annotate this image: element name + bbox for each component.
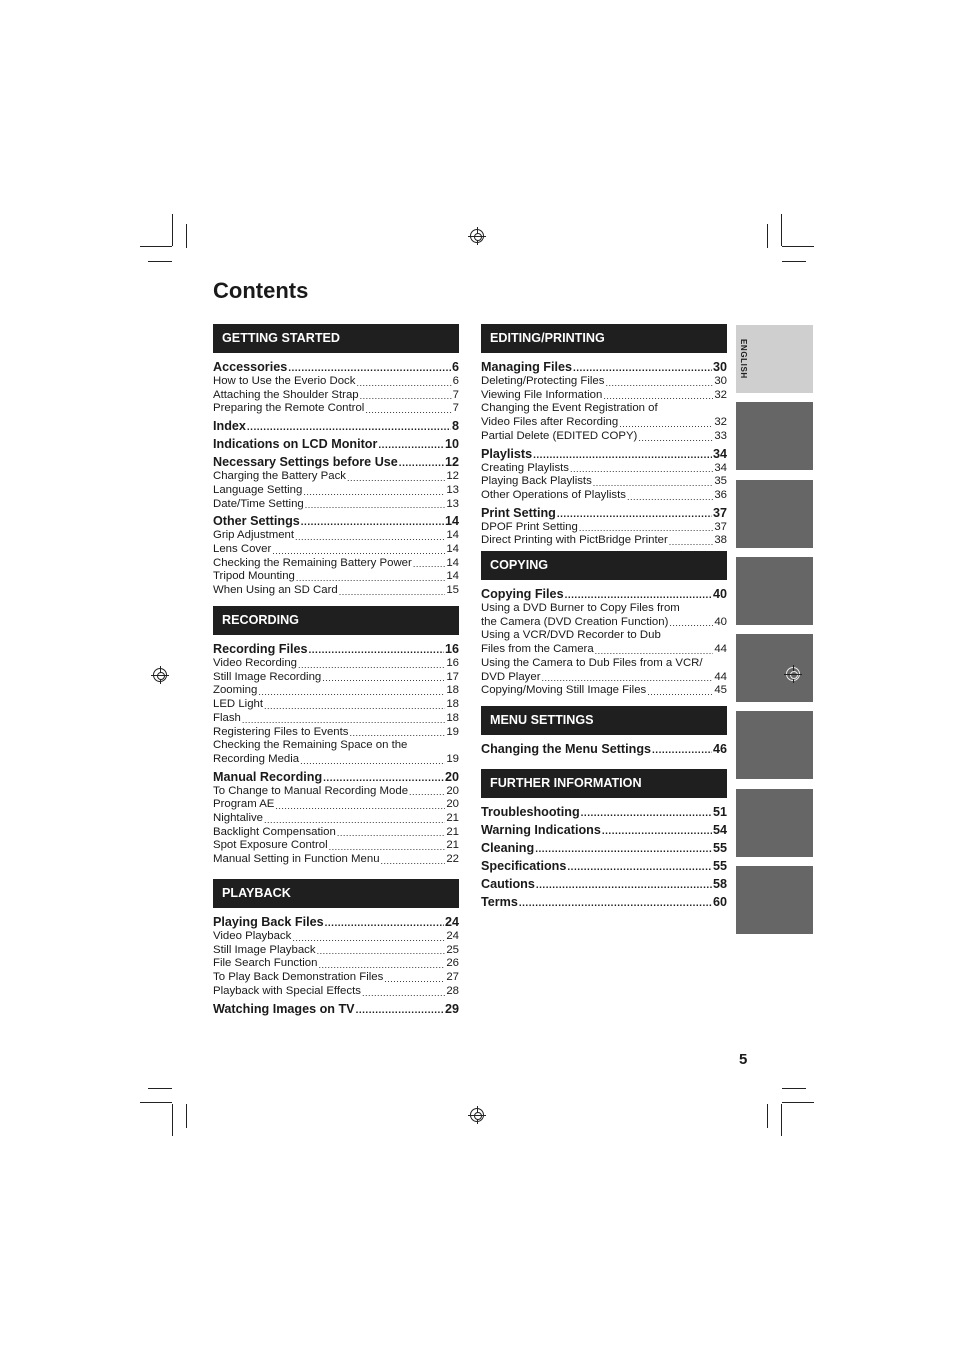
toc-entry-page: 14 (446, 570, 459, 583)
chapter-tab (736, 789, 813, 857)
toc-entry-title: Warning Indications (481, 823, 601, 837)
toc-column-left-bottom (213, 879, 459, 1017)
toc-entry-title: Video Playback (213, 930, 292, 942)
toc-entry-page: 20 (444, 769, 459, 784)
toc-entry-lead: Using a VCR/DVD Recorder to Dub (481, 629, 661, 642)
toc-entry-title: Changing the Menu Settings (481, 742, 652, 756)
toc-sub-entry[interactable] (213, 971, 459, 985)
chapter-tab (736, 634, 813, 702)
toc-main-entry[interactable] (213, 436, 459, 452)
chapter-tab (736, 866, 813, 934)
toc-entry-page: 44 (714, 670, 727, 683)
toc-main-entry[interactable] (481, 876, 727, 892)
toc-entry-title: Accessories (213, 360, 288, 374)
toc-sub-entry[interactable] (213, 826, 459, 840)
toc-entry-page: 34 (712, 446, 727, 461)
toc-entry-title: Registering Files to Events (213, 725, 349, 738)
toc-entry-title: When Using an SD Card (213, 584, 338, 597)
toc-main-entry[interactable] (213, 914, 459, 930)
toc-entry-title: Zooming (213, 684, 258, 697)
dot-leader (337, 828, 445, 839)
dot-leader (242, 715, 445, 726)
dot-leader (573, 363, 712, 375)
toc-entry-title: Viewing File Information (481, 388, 603, 401)
dot-leader (308, 645, 444, 657)
dot-leader (288, 363, 451, 375)
toc-entry-page: 13 (446, 483, 459, 496)
language-tab (736, 325, 813, 393)
toc-entry-page: 29 (444, 1001, 459, 1016)
toc-sub-entry[interactable] (213, 529, 459, 543)
toc-entry-page: 60 (712, 895, 727, 909)
entry-list (213, 359, 459, 598)
dot-leader (669, 618, 713, 629)
dot-leader (669, 537, 714, 548)
toc-sub-entry[interactable] (213, 726, 459, 740)
chapter-tab (736, 557, 813, 625)
toc-entry-page: 27 (446, 971, 459, 984)
toc-entry-page: 54 (712, 823, 727, 837)
toc-entry-page: 37 (714, 520, 727, 533)
toc-entry-title: DVD Player (481, 670, 541, 683)
dot-leader (292, 933, 445, 944)
registration-mark-icon (786, 667, 800, 681)
dot-leader (305, 500, 446, 511)
toc-entry-page: 36 (714, 488, 727, 501)
toc-main-entry[interactable] (481, 359, 727, 375)
toc-sub-entry[interactable] (481, 489, 727, 503)
toc-entry-title: DPOF Print Setting (481, 520, 578, 533)
dot-leader (301, 517, 444, 529)
toc-entry-title: Creating Playlists (481, 461, 569, 474)
toc-sub-entry[interactable] (213, 470, 459, 484)
toc-entry-page: 21 (446, 812, 459, 825)
toc-sub-entry[interactable] (213, 402, 459, 416)
toc-sub-entry[interactable] (213, 985, 459, 999)
toc-entry-page: 13 (446, 497, 459, 510)
section-heading: PLAYBACK (213, 879, 459, 908)
dot-leader (365, 405, 451, 416)
toc-column-right-further (481, 769, 727, 910)
toc-entry-title: Other Settings (213, 514, 300, 529)
toc-entry-page: 24 (444, 915, 459, 929)
toc-sub-entry[interactable] (213, 684, 459, 698)
dot-leader (595, 646, 714, 657)
toc-main-entry[interactable] (481, 586, 727, 602)
toc-column-left-mid (213, 606, 459, 867)
toc-sub-entry[interactable] (213, 785, 459, 799)
toc-entry-page: 24 (446, 930, 459, 942)
toc-entry-page: 20 (446, 798, 459, 811)
toc-entry-page: 58 (712, 877, 727, 891)
toc-sub-entry[interactable] (213, 584, 459, 598)
toc-sub-entry[interactable] (481, 616, 727, 630)
toc-main-entry[interactable] (213, 641, 459, 657)
dot-leader (536, 880, 712, 892)
toc-entry-title: Video Files after Recording (481, 416, 619, 429)
toc-sub-entry[interactable] (213, 839, 459, 853)
chapter-tab (736, 402, 813, 470)
toc-entry-title: Preparing the Remote Control (213, 402, 365, 415)
toc-entry-title: Still Image Recording (213, 670, 322, 683)
toc-entry-page: 21 (446, 825, 459, 838)
toc-main-entry[interactable] (213, 418, 459, 434)
dot-leader (647, 687, 713, 698)
dot-leader (570, 464, 713, 475)
toc-entry-page: 34 (714, 461, 727, 474)
toc-entry-page: 14 (446, 556, 459, 569)
dot-leader (295, 532, 445, 543)
toc-entry-title: Program AE (213, 798, 275, 811)
dot-leader (298, 660, 445, 671)
toc-entry-page: 14 (444, 514, 459, 529)
dot-leader (323, 773, 444, 785)
toc-entry-page: 6 (452, 375, 459, 387)
toc-entry-page: 45 (714, 684, 727, 697)
section-heading: RECORDING (213, 606, 459, 635)
dot-leader (603, 391, 713, 402)
dot-leader (356, 1005, 444, 1017)
toc-entry-title: Files from the Camera (481, 643, 594, 656)
section-recording (213, 606, 459, 867)
toc-entry-title: Backlight Compensation (213, 825, 336, 838)
toc-entry-page: 10 (444, 437, 459, 452)
toc-entry-page: 32 (714, 416, 727, 429)
dot-leader (652, 745, 712, 757)
dot-leader (329, 842, 446, 853)
toc-entry-title: To Change to Manual Recording Mode (213, 784, 409, 797)
toc-main-entry[interactable] (213, 513, 459, 529)
toc-entry-lead: Checking the Remaining Space on the (213, 739, 408, 752)
dot-leader (533, 450, 712, 462)
toc-entry-page: 44 (714, 643, 727, 656)
toc-sub-entry[interactable] (481, 462, 727, 476)
toc-entry-page: 21 (446, 839, 459, 852)
toc-main-entry[interactable] (481, 894, 727, 910)
toc-entry-page: 7 (452, 402, 459, 415)
toc-entry-title: the Camera (DVD Creation Function) (481, 615, 669, 628)
entry-list (213, 641, 459, 867)
chapter-tab (736, 711, 813, 779)
toc-entry-title: Recording Media (213, 752, 300, 765)
toc-entry-page: 8 (451, 419, 459, 434)
dot-leader (627, 492, 713, 503)
toc-entry-title: Deleting/Protecting Files (481, 375, 605, 387)
toc-entry-title: Manual Setting in Function Menu (213, 853, 380, 866)
toc-entry-page: 19 (446, 752, 459, 765)
toc-entry-page: 18 (446, 684, 459, 697)
dot-leader (399, 458, 444, 470)
toc-entry-page: 12 (446, 470, 459, 483)
toc-entry-page: 55 (712, 841, 727, 855)
dot-leader (378, 440, 444, 452)
toc-entry-title: Troubleshooting (481, 805, 580, 819)
toc-column-right-menu (481, 706, 727, 757)
toc-entry-page: 35 (714, 475, 727, 488)
toc-column-left (213, 324, 459, 598)
toc-entry-title: Terms (481, 895, 518, 909)
toc-sub-entry[interactable] (213, 798, 459, 812)
dot-leader (565, 590, 712, 602)
toc-entry-page: 37 (712, 505, 727, 520)
section-editing-printing (481, 324, 727, 548)
toc-sub-entry[interactable] (213, 498, 459, 512)
toc-main-entry[interactable] (213, 769, 459, 785)
toc-entry-page: 6 (451, 360, 459, 374)
toc-entry-title: How to Use the Everio Dock (213, 375, 356, 387)
toc-sub-entry[interactable] (481, 643, 727, 657)
section-heading: FURTHER INFORMATION (481, 769, 727, 798)
dot-leader (413, 559, 446, 570)
dot-leader (579, 523, 713, 534)
toc-sub-entry[interactable] (213, 930, 459, 944)
toc-main-entry[interactable] (481, 804, 727, 820)
toc-entry-page: 22 (446, 853, 459, 866)
toc-entry-title: To Play Back Demonstration Files (213, 971, 384, 984)
toc-sub-entry[interactable] (481, 430, 727, 444)
toc-sub-entry[interactable] (481, 375, 727, 389)
toc-main-entry[interactable] (213, 1001, 459, 1017)
toc-entry-title: Playlists (481, 446, 533, 461)
dot-leader (602, 826, 712, 838)
section-heading: MENU SETTINGS (481, 706, 727, 735)
toc-entry-title: Attaching the Shoulder Strap (213, 388, 359, 401)
toc-sub-entry[interactable] (481, 534, 727, 548)
dot-leader (519, 898, 712, 910)
toc-main-entry[interactable] (481, 446, 727, 462)
toc-main-entry[interactable] (481, 822, 727, 838)
registration-mark-icon (153, 668, 167, 682)
dot-leader (339, 587, 446, 598)
toc-entry-page: 25 (446, 943, 459, 956)
toc-sub-entry[interactable] (481, 475, 727, 489)
toc-entry-title: Date/Time Setting (213, 497, 304, 510)
section-getting-started (213, 324, 459, 598)
toc-sub-entry[interactable] (213, 712, 459, 726)
language-tab-label: ENGLISH (739, 339, 748, 379)
entry-list (481, 804, 727, 910)
toc-entry-page: 40 (714, 615, 727, 628)
toc-entry-title: Index (213, 419, 246, 434)
toc-sub-entry[interactable] (213, 570, 459, 584)
dot-leader (381, 856, 446, 867)
toc-main-entry[interactable] (481, 858, 727, 874)
toc-sub-entry[interactable] (213, 557, 459, 571)
entry-list (481, 359, 727, 548)
dot-leader (638, 433, 713, 444)
toc-sub-entry[interactable] (213, 671, 459, 685)
toc-entry-title: LED Light (213, 698, 264, 711)
section-heading: EDITING/PRINTING (481, 324, 727, 353)
dot-leader (247, 422, 451, 434)
toc-entry-page: 16 (444, 642, 459, 656)
toc-sub-entry[interactable] (213, 657, 459, 671)
toc-entry-page: 18 (446, 711, 459, 724)
toc-entry-title: Managing Files (481, 360, 572, 374)
dot-leader (619, 419, 713, 430)
toc-entry-title: Print Setting (481, 505, 556, 520)
toc-main-entry[interactable] (481, 840, 727, 856)
toc-sub-entry[interactable] (213, 375, 459, 389)
dot-leader (362, 988, 445, 999)
toc-entry-title: Playing Back Files (213, 915, 324, 929)
toc-entry-title: Necessary Settings before Use (213, 455, 398, 470)
toc-entry-title: Playing Back Playlists (481, 475, 592, 488)
dot-leader (264, 815, 445, 826)
dot-leader (296, 573, 445, 584)
toc-entry-page: 14 (446, 529, 459, 542)
toc-sub-entry[interactable] (213, 944, 459, 958)
toc-entry-lead: Changing the Event Registration of (481, 402, 658, 415)
dot-leader (264, 701, 445, 712)
dot-leader (581, 808, 712, 820)
toc-sub-entry[interactable] (481, 684, 727, 698)
section-heading: COPYING (481, 551, 727, 580)
toc-entry-lead: Using the Camera to Dub Files from a VCR/ (481, 656, 703, 669)
toc-entry-page: 19 (446, 725, 459, 738)
toc-column-right-copying (481, 551, 727, 698)
toc-entry-title: Copying Files (481, 587, 564, 601)
dot-leader (300, 756, 445, 767)
toc-entry-page: 33 (714, 429, 727, 442)
registration-mark-icon (470, 1108, 484, 1122)
dot-leader (349, 728, 445, 739)
dot-leader (605, 378, 713, 389)
toc-sub-entry[interactable] (213, 753, 459, 767)
toc-entry-page: 51 (712, 805, 727, 819)
toc-sub-entry[interactable] (213, 543, 459, 557)
toc-entry-page: 55 (712, 859, 727, 873)
dot-leader (542, 673, 714, 684)
dot-leader (356, 378, 451, 389)
dot-leader (318, 960, 445, 971)
toc-main-entry[interactable] (481, 505, 727, 521)
toc-sub-entry[interactable] (481, 416, 727, 430)
toc-sub-entry[interactable] (213, 853, 459, 867)
entry-list (481, 741, 727, 757)
toc-entry-page: 30 (712, 360, 727, 374)
toc-entry-title: Checking the Remaining Battery Power (213, 556, 412, 569)
toc-sub-entry[interactable] (213, 389, 459, 403)
dot-leader (258, 687, 445, 698)
dot-leader (325, 918, 444, 930)
toc-column-right (481, 324, 727, 548)
page-title: Contents (213, 278, 309, 303)
section-copying (481, 551, 727, 698)
toc-sub-entry[interactable] (213, 484, 459, 498)
toc-entry-title: Still Image Playback (213, 943, 316, 956)
toc-entry-title: Language Setting (213, 483, 303, 496)
dot-leader (557, 509, 712, 521)
registration-mark-icon (470, 229, 484, 243)
toc-entry-page: 30 (714, 375, 727, 387)
toc-entry-title: Manual Recording (213, 769, 323, 784)
toc-entry-page: 20 (446, 784, 459, 797)
toc-entry-title: Playback with Special Effects (213, 984, 361, 997)
toc-entry-title: Watching Images on TV (213, 1001, 355, 1016)
toc-main-entry[interactable] (213, 359, 459, 375)
toc-entry-title: Tripod Mounting (213, 570, 295, 583)
dot-leader (593, 478, 714, 489)
toc-entry-title: Copying/Moving Still Image Files (481, 684, 647, 697)
toc-sub-entry[interactable] (213, 698, 459, 712)
toc-main-entry[interactable] (213, 454, 459, 470)
dot-leader (384, 974, 445, 985)
toc-entry-page: 12 (444, 455, 459, 470)
toc-entry-page: 14 (446, 542, 459, 555)
dot-leader (275, 801, 445, 812)
dot-leader (409, 787, 445, 798)
toc-entry-title: Nightalive (213, 812, 264, 825)
chapter-tab (736, 480, 813, 548)
toc-entry-title: Cleaning (481, 841, 535, 855)
entry-list (481, 586, 727, 698)
dot-leader (322, 673, 445, 684)
toc-entry-page: 40 (712, 587, 727, 601)
toc-sub-entry[interactable] (481, 521, 727, 535)
dot-leader (272, 546, 445, 557)
toc-entry-page: 38 (714, 534, 727, 547)
dot-leader (535, 844, 712, 856)
toc-entry-title: Specifications (481, 859, 567, 873)
toc-main-entry[interactable] (481, 741, 727, 757)
toc-entry-title: Flash (213, 711, 241, 724)
dot-leader (360, 391, 452, 402)
toc-entry-title: Recording Files (213, 642, 308, 656)
toc-entry-title: Grip Adjustment (213, 529, 295, 542)
toc-entry-title: Spot Exposure Control (213, 839, 328, 852)
section-menu-settings (481, 706, 727, 757)
toc-sub-entry[interactable] (213, 957, 459, 971)
dot-leader (317, 946, 446, 957)
toc-entry-title: File Search Function (213, 957, 318, 970)
toc-entry-page: 46 (712, 742, 727, 756)
dot-leader (347, 473, 445, 484)
toc-sub-entry[interactable] (213, 812, 459, 826)
toc-sub-entry[interactable] (481, 389, 727, 403)
toc-entry-page: 28 (446, 984, 459, 997)
toc-entry-title: Direct Printing with PictBridge Printer (481, 534, 668, 547)
toc-entry-title: Charging the Battery Pack (213, 470, 346, 483)
toc-sub-entry[interactable] (481, 671, 727, 685)
toc-entry-page: 7 (452, 388, 459, 401)
toc-entry-page: 16 (446, 657, 459, 669)
toc-entry-title: Indications on LCD Monitor (213, 437, 378, 452)
section-further-information (481, 769, 727, 910)
toc-entry-lead: Using a DVD Burner to Copy Files from (481, 602, 680, 614)
toc-entry-page: 17 (446, 670, 459, 683)
toc-entry-title: Partial Delete (EDITED COPY) (481, 429, 638, 442)
section-playback (213, 879, 459, 1017)
toc-entry-title: Cautions (481, 877, 535, 891)
toc-entry-title: Other Operations of Playlists (481, 488, 626, 501)
entry-list (213, 914, 459, 1017)
section-heading: GETTING STARTED (213, 324, 459, 353)
toc-entry-page: 15 (446, 584, 459, 597)
toc-entry-page: 26 (446, 957, 459, 970)
dot-leader (303, 487, 445, 498)
toc-entry-title: Video Recording (213, 657, 298, 669)
toc-entry-page: 18 (446, 698, 459, 711)
dot-leader (567, 862, 712, 874)
page-number: 5 (739, 1051, 748, 1068)
toc-entry-page: 32 (714, 388, 727, 401)
toc-entry-title: Lens Cover (213, 542, 272, 555)
